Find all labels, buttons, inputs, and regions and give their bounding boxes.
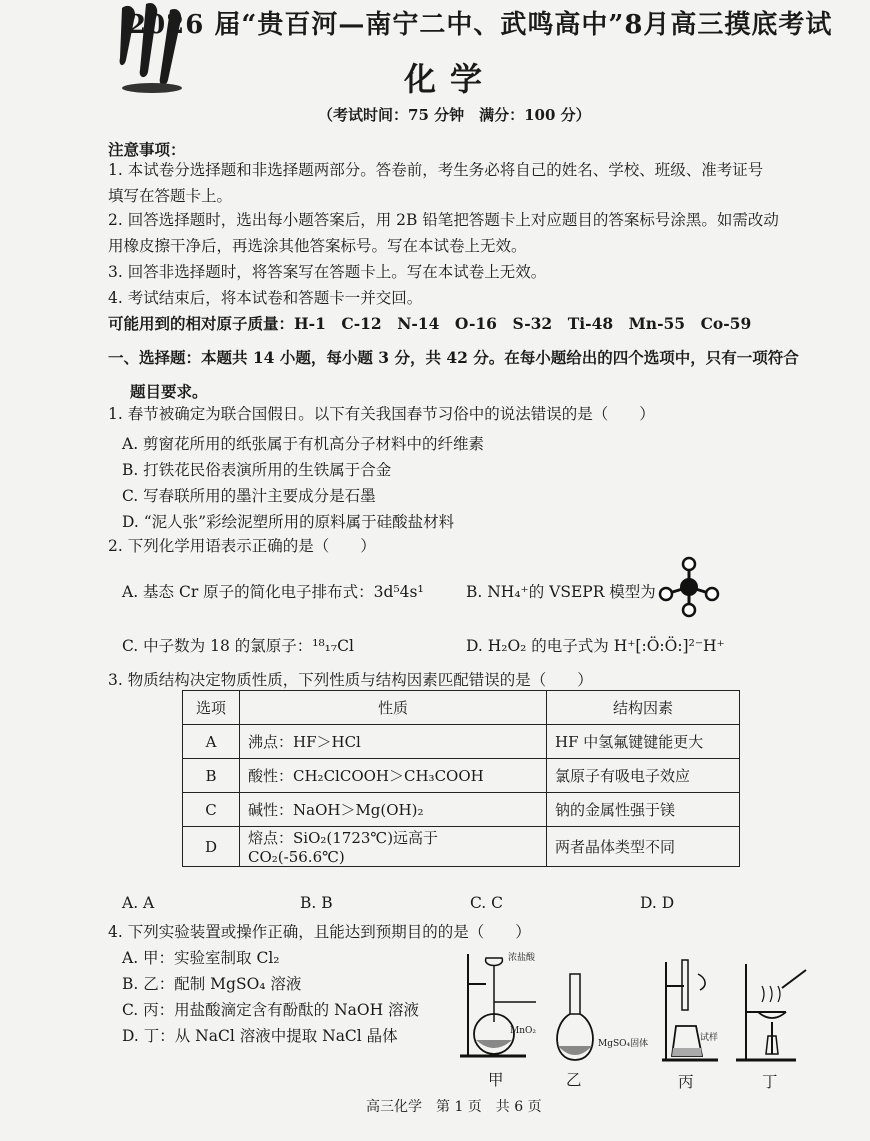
- q1-option-c: C. 写春联所用的墨汁主要成分是石墨: [122, 487, 376, 505]
- q1-option-d: D. “泥人张”彩绘泥塑所用的原料属于硅酸盐材料: [122, 513, 455, 531]
- label-conc-hcl: 浓盐酸: [508, 953, 536, 963]
- table-cell: 两者晶体类型不同: [547, 827, 740, 867]
- table-header-cell: 结构因素: [547, 691, 740, 725]
- q3-table: [182, 690, 740, 867]
- q2-option-b: B. NH₄⁺的 VSEPR 模型为: [466, 583, 656, 601]
- q1-option-a: A. 剪窗花所用的纸张属于有机高分子材料中的纤维素: [122, 435, 485, 453]
- q2-option-a: A. 基态 Cr 原子的简化电子排布式：3d⁵4s¹: [122, 583, 424, 601]
- section-heading: 一、选择题：本题共 14 小题，每小题 3 分，共 42 分。在每小题给出的四个选项中，只有一项符合: [108, 348, 799, 367]
- table-cell: 氯原子有吸电子效应: [547, 759, 740, 793]
- note-line: 用橡皮擦干净后，再选涂其他答案标号。写在本试卷上无效。: [108, 237, 527, 255]
- q4-stem: 4. 下列实验装置或操作正确，且能达到预期目的的是（ ）: [108, 923, 531, 941]
- table-cell: 沸点：HF＞HCl: [240, 725, 547, 759]
- table-row: [183, 793, 740, 827]
- table-cell: A: [183, 725, 240, 759]
- table-cell: 碱性：NaOH＞Mg(OH)₂: [240, 793, 547, 827]
- q4-option-a: A. 甲：实验室制取 Cl₂: [122, 949, 280, 967]
- section-heading-cont: 题目要求。: [130, 382, 208, 401]
- table-header-cell: 选项: [183, 691, 240, 725]
- note-line: 4. 考试结束后，将本试卷和答题卡一并交回。: [108, 289, 423, 307]
- note-line: 1. 本试卷分选择题和非选择题两部分。答卷前，考生务必将自己的姓名、学校、班级、准考证号: [108, 161, 764, 179]
- q3-stem: 3. 物质结构决定物质性质，下列性质与结构因素匹配错误的是（ ）: [108, 671, 593, 689]
- table-header-row: [183, 691, 740, 725]
- q1-stem: 1. 春节被确定为联合国假日。以下有关我国春节习俗中的说法错误的是（ ）: [108, 405, 655, 423]
- apparatus-yi-volumetric-flask-icon: [550, 972, 600, 1064]
- apparatus-jia-chlorine-generator-icon: [456, 944, 556, 1064]
- note-line: 填写在答题卡上。: [108, 187, 233, 205]
- table-cell: C: [183, 793, 240, 827]
- apparatus-ding-evaporation-icon: [736, 958, 810, 1066]
- atomic-mass-line: 可能用到的相对原子质量：H-1 C-12 N-14 O-16 S-32 Ti-48 Mn-55 Co-59: [108, 314, 752, 333]
- page-footer: 高三化学 第 1 页 共 6 页: [366, 1099, 542, 1115]
- q2-stem: 2. 下列化学用语表示正确的是（ ）: [108, 537, 376, 555]
- table-cell: 钠的金属性强于镁: [547, 793, 740, 827]
- table-cell: D: [183, 827, 240, 867]
- q2-option-c: C. 中子数为 18 的氯原子：¹⁸₁₇Cl: [122, 637, 354, 655]
- table-row: [183, 827, 740, 867]
- note-line: 3. 回答非选择题时，将答案写在答题卡上。写在本试卷上无效。: [108, 263, 547, 281]
- table-cell: 酸性：CH₂ClCOOH＞CH₃COOH: [240, 759, 547, 793]
- table-row: [183, 725, 740, 759]
- q3-answer-b: B. B: [300, 894, 333, 912]
- table-cell: B: [183, 759, 240, 793]
- table-cell: HF 中氢氟键键能更大: [547, 725, 740, 759]
- table-header-cell: 性质: [240, 691, 547, 725]
- table-row: [183, 759, 740, 793]
- table-cell: 熔点：SiO₂(1723℃)远高于 CO₂(-56.6℃): [240, 827, 547, 867]
- exam-title: 2026 届“贵百河—南宁二中、武鸣高中”8月高三摸底考试: [128, 10, 833, 40]
- q3-answer-a: A. A: [122, 894, 155, 912]
- vsepr-tetrahedral-model-icon: [658, 556, 720, 618]
- q4-option-b: B. 乙：配制 MgSO₄ 溶液: [122, 975, 302, 993]
- subject-title: 化学: [404, 60, 497, 98]
- q2-option-d: D. H₂O₂ 的电子式为 H⁺[:Ö:Ö:]²⁻H⁺: [466, 637, 725, 655]
- notes-heading: 注意事项：: [108, 140, 186, 159]
- q4-option-d: D. 丁：从 NaCl 溶液中提取 NaCl 晶体: [122, 1027, 398, 1045]
- q4-option-c: C. 丙：用盐酸滴定含有酚酞的 NaOH 溶液: [122, 1001, 420, 1019]
- label-mgso4-solid: MgSO₄固体: [598, 1039, 649, 1049]
- q3-answer-d: D. D: [640, 894, 675, 912]
- label-sample: 试样: [700, 1033, 719, 1043]
- exam-info: （考试时间：75 分钟 满分：100 分）: [318, 106, 591, 124]
- label-bing: 丙: [678, 1073, 694, 1091]
- note-line: 2. 回答选择题时，选出每小题答案后，用 2B 铅笔把答题卡上对应题目的答案标号涂黑。如需改动: [108, 211, 779, 229]
- apparatus-bing-titration-icon: [662, 956, 718, 1066]
- q3-answer-c: C. C: [470, 894, 504, 912]
- label-mno2: MnO₂: [510, 1026, 536, 1036]
- label-yi: 乙: [566, 1071, 582, 1089]
- q1-option-b: B. 打铁花民俗表演所用的生铁属于合金: [122, 461, 392, 479]
- label-ding: 丁: [762, 1073, 778, 1091]
- label-jia: 甲: [488, 1071, 504, 1089]
